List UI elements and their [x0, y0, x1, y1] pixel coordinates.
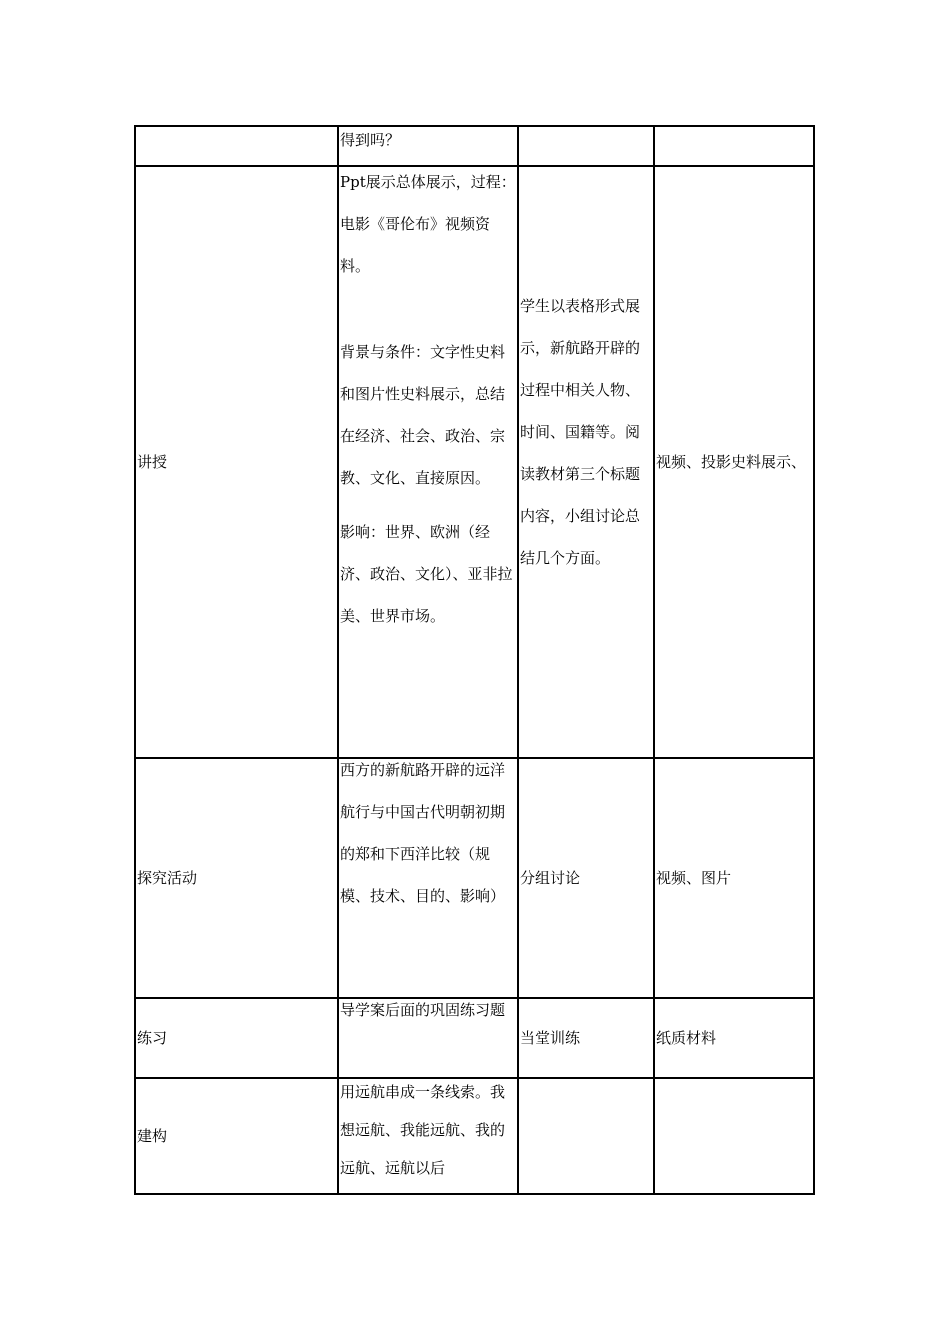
stage-cell — [135, 758, 338, 998]
student-cell — [518, 166, 654, 758]
table-row — [135, 126, 814, 166]
stage-label: 探究活动 — [137, 869, 198, 887]
content-text: 用远航串成一条线索。我想远航、我能远航、我的远航、远航以后 — [340, 1083, 506, 1177]
table-row — [135, 998, 814, 1078]
student-cell — [518, 998, 654, 1078]
table-row — [135, 758, 814, 998]
table-row — [135, 1078, 814, 1194]
stage-cell — [135, 1078, 338, 1194]
student-text: 学生以表格形式展示，新航路开辟的过程中相关人物、时间、国籍等。阅读教材第三个标题内容，小组讨论总结几个方面。 — [520, 297, 641, 567]
media-cell — [654, 998, 814, 1078]
student-cell — [518, 126, 654, 166]
content-text: Ppt展示总体展示，过程：电影《哥伦布》视频资料。 — [340, 173, 516, 275]
content-cell — [338, 1078, 518, 1194]
stage-cell — [135, 126, 338, 166]
media-cell — [654, 126, 814, 166]
stage-cell — [135, 166, 338, 758]
content-text: 背景与条件：文字性史料和图片性史料展示，总结在经济、社会、政治、宗教、文化、直接原因。 — [340, 343, 506, 487]
stage-cell — [135, 998, 338, 1078]
media-cell — [654, 1078, 814, 1194]
content-text: 得到吗？ — [340, 131, 401, 149]
content-cell — [338, 758, 518, 998]
media-text: 纸质材料 — [656, 1029, 717, 1047]
student-text: 分组讨论 — [520, 869, 581, 887]
media-text: 视频、图片 — [656, 869, 732, 887]
content-cell — [338, 998, 518, 1078]
student-text: 当堂训练 — [520, 1029, 581, 1047]
stage-label: 练习 — [137, 1029, 168, 1047]
stage-label: 建构 — [137, 1127, 168, 1145]
content-cell — [338, 126, 518, 166]
table-row — [135, 166, 814, 758]
content-text: 影响：世界、欧洲（经济、政治、文化）、亚非拉美、世界市场。 — [340, 523, 513, 625]
lesson-plan-table — [134, 125, 815, 1195]
media-cell — [654, 758, 814, 998]
media-cell — [654, 166, 814, 758]
student-cell — [518, 758, 654, 998]
content-text: 导学案后面的巩固练习题 — [340, 1001, 506, 1019]
content-cell — [338, 166, 518, 758]
media-text: 视频、投影史料展示、 — [656, 453, 807, 471]
stage-label: 讲授 — [137, 453, 168, 471]
content-text: 西方的新航路开辟的远洋航行与中国古代明朝初期的郑和下西洋比较（规模、技术、目的、影响） — [340, 761, 506, 905]
student-cell — [518, 1078, 654, 1194]
